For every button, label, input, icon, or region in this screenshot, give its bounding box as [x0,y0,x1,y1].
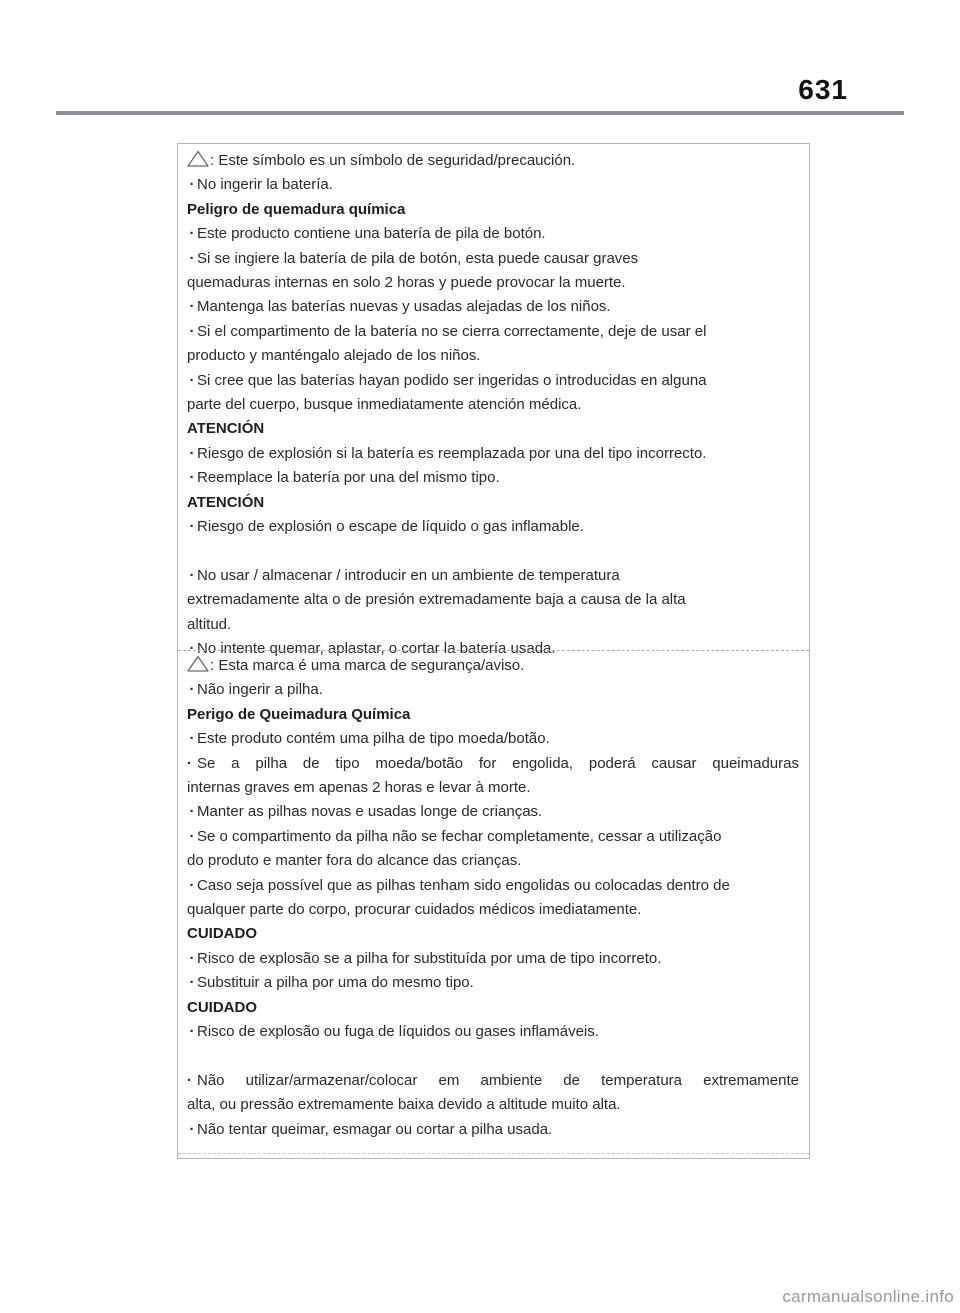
section-heading: ATENCIÓN [187,493,265,511]
bullet-line: · Caso seja possível que as pilhas tenham sido engolidas ou colocadas dentro de [187,874,799,898]
bullet-line: · Substituir a pilha por uma do mesmo tipo. [187,971,799,995]
bullet-line: · No usar / almacenar / introducir en un ambiente de temperatura [187,564,799,588]
watermark: carmanualsonline.info [782,1287,954,1306]
blank-line [187,1045,799,1069]
bullet-line: · Risco de explosão se a pilha for substituída por uma de tipo incorreto. [187,947,799,971]
bullet-line: · Este producto contiene una batería de pila de botón. [187,222,799,246]
continuation-line: quemaduras internas en solo 2 horas y puede provocar la muerte. [187,274,626,292]
page-number: 631 [798,74,848,105]
battery-safety-notice-box [177,143,810,1159]
spanish-notice-section [178,149,809,662]
section-heading: CUIDADO [187,998,257,1016]
symbol-note-es [187,149,799,173]
bullet-line: · Riesgo de explosión o escape de líquido o gas inflamable. [187,515,799,539]
continuation-line: internas graves em apenas 2 horas e levar à morte. [187,779,531,797]
bullet-line: · Reemplace la batería por una del mismo tipo. [187,466,799,490]
bottom-dashed-rule [178,1153,809,1154]
continuation-line: producto y manténgalo alejado de los niños. [187,347,481,365]
bullet-line: · No intente quemar, aplastar, o cortar la batería usada. [187,637,799,661]
bullet-line: · Mantenga las baterías nuevas y usadas alejadas de los niños. [187,295,799,319]
continuation-line: do produto e manter fora do alcance das crianças. [187,852,522,870]
symbol-note-text: : Este símbolo es un símbolo de seguridad/precaución. [210,152,576,169]
section-heading: ATENCIÓN [187,420,265,438]
header-rule [56,111,904,115]
section-divider [178,650,809,651]
bullet-line: · Si cree que las baterías hayan podido ser ingeridas o introducidas en alguna [187,369,799,393]
bullet-line: · Se a pilha de tipo moeda/botão for engolida, poderá causar queimaduras [187,752,799,776]
bullet-line: · Riesgo de explosión si la batería es reemplazada por una del tipo incorrecto. [187,442,799,466]
continuation-line: parte del cuerpo, busque inmediatamente atención médica. [187,396,582,414]
bullet-line: · Não ingerir a pilha. [187,678,799,702]
continuation-line: qualquer parte do corpo, procurar cuidados médicos imediatamente. [187,901,642,919]
bullet-line: · Manter as pilhas novas e usadas longe de crianças. [187,800,799,824]
blank-line [187,540,799,564]
warning-triangle-icon [187,655,209,672]
bullet-line: · No ingerir la batería. [187,173,799,197]
section-heading: Perigo de Queimadura Química [187,705,411,723]
continuation-line: extremadamente alta o de presión extremadamente baja a causa de la alta [187,591,686,609]
bullet-line: · Risco de explosão ou fuga de líquidos ou gases inflamáveis. [187,1020,799,1044]
section-heading: CUIDADO [187,925,257,943]
bullet-line: · Não tentar queimar, esmagar ou cortar a pilha usada. [187,1118,799,1142]
continuation-line: alta, ou pressão extremamente baixa devido a altitude muito alta. [187,1096,621,1114]
bullet-line: · Se o compartimento da pilha não se fechar completamente, cessar a utilização [187,825,799,849]
warning-triangle-icon [187,150,209,167]
symbol-note-pt [187,654,799,678]
symbol-note-text: : Esta marca é uma marca de segurança/aviso. [210,657,525,674]
portuguese-notice-section [178,654,809,1142]
section-heading: Peligro de quemadura química [187,200,406,218]
bullet-line: · Si el compartimento de la batería no se cierra correctamente, deje de usar el [187,320,799,344]
continuation-line: altitud. [187,615,232,633]
bullet-line: · Si se ingiere la batería de pila de botón, esta puede causar graves [187,247,799,271]
bullet-line: · Não utilizar/armazenar/colocar em ambiente de temperatura extremamente [187,1069,799,1093]
bullet-line: · Este produto contém uma pilha de tipo moeda/botão. [187,727,799,751]
